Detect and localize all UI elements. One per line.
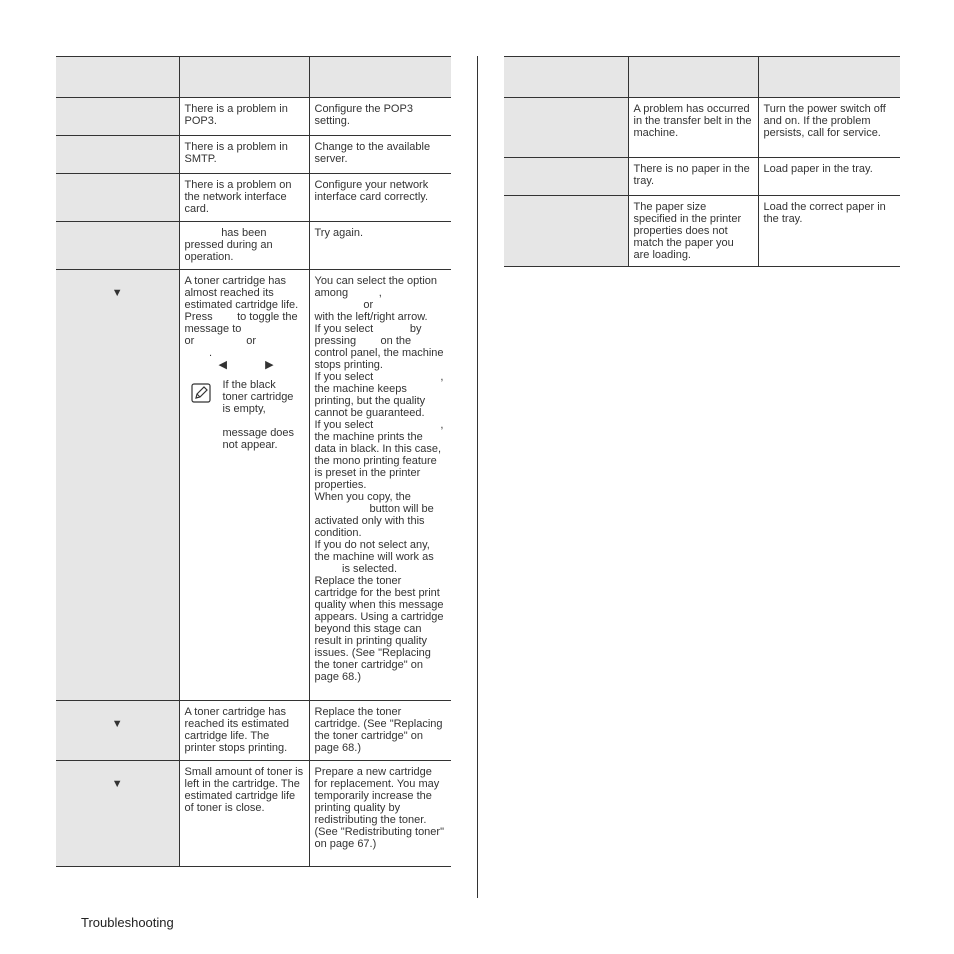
message-cell: [56, 98, 179, 136]
footer-section-title: Troubleshooting: [81, 915, 174, 930]
column-divider: [477, 56, 478, 898]
meaning-cell: There is a problem on the network interface card.: [179, 174, 309, 222]
meaning-cell: has been pressed during an operation.: [179, 222, 309, 270]
solution-cell: Configure your network interface card correctly.: [309, 174, 451, 222]
header-cell-meaning: [179, 57, 309, 98]
message-cell: [56, 136, 179, 174]
meaning-cell: A problem has occurred in the transfer belt in the machine.: [628, 98, 758, 158]
message-cell: [56, 761, 179, 867]
arrow-key-glyphs: [185, 359, 304, 371]
right-arrow-icon: ▶: [265, 359, 274, 371]
table-header-row: [504, 57, 900, 98]
solution-cell: Replace the toner cartridge. (See "Replacing the toner cartridge" on page 68.): [309, 701, 451, 761]
header-cell-message: [504, 57, 628, 98]
meaning-cell: The paper size specified in the printer properties does not match the paper you are loading.: [628, 196, 758, 267]
message-cell: [56, 174, 179, 222]
message-cell: [504, 158, 628, 196]
error-message-table-left: [56, 56, 451, 867]
table-row: [56, 222, 451, 270]
note-text: If the black toner cartridge is empty, message does not appear.: [222, 379, 295, 451]
solution-cell: Load paper in the tray.: [758, 158, 900, 196]
message-cell: [56, 222, 179, 270]
header-cell-solution: [309, 57, 451, 98]
meaning-cell: A toner cartridge has reached its estimated cartridge life. The printer stops printing.: [179, 701, 309, 761]
solution-cell: Configure the POP3 setting.: [309, 98, 451, 136]
table-row: [56, 174, 451, 222]
error-message-table-right: [504, 56, 900, 267]
meaning-cell: There is a problem in SMTP.: [179, 136, 309, 174]
table-row: [504, 98, 900, 158]
header-cell-message: [56, 57, 179, 98]
message-cell: [56, 270, 179, 701]
header-cell-solution: [758, 57, 900, 98]
note-pencil-icon: [191, 383, 211, 403]
table-row: [56, 761, 451, 867]
message-cell: [56, 701, 179, 761]
down-arrow-icon: ▼: [111, 718, 123, 730]
table-row: [504, 158, 900, 196]
solution-cell: You can select the option among , or with the left/right arrow. If you select by pressing on the control panel, the machine stops printing. If you select , the machine keeps printing, but the quality cannot be guaranteed. If you select , the machine prints the data in black. In this case, the mono printing feature is preset in the printer properties. When you copy, the button will be activated only with this condition. If you do not select any, the machine will work as is selected. Replace the toner cartridge for the best print quality when this message appears. Using a cartridge beyond this stage can result in printing quality issues. (See "Replacing the toner cartridge" on page 68.): [309, 270, 451, 701]
message-cell: [504, 98, 628, 158]
down-arrow-icon: ▼: [111, 778, 123, 790]
table-row: [504, 196, 900, 267]
solution-cell: Prepare a new cartridge for replacement. You may temporarily increase the printing quality by redistributing the toner. (See "Redistributing toner" on page 67.): [309, 761, 451, 867]
table-header-row: [56, 57, 451, 98]
left-arrow-icon: ◀: [218, 359, 227, 371]
meaning-cell: Small amount of toner is left in the cartridge. The estimated cartridge life of toner is close.: [179, 761, 309, 867]
table-row: [56, 136, 451, 174]
table-row: [56, 98, 451, 136]
table-row: [56, 701, 451, 761]
note: [185, 379, 304, 451]
solution-cell: Load the correct paper in the tray.: [758, 196, 900, 267]
meaning-cell: There is no paper in the tray.: [628, 158, 758, 196]
solution-cell: Try again.: [309, 222, 451, 270]
meaning-cell: There is a problem in POP3.: [179, 98, 309, 136]
solution-cell: Turn the power switch off and on. If the problem persists, call for service.: [758, 98, 900, 158]
meaning-cell: [179, 270, 309, 701]
solution-cell: Change to the available server.: [309, 136, 451, 174]
meaning-text: A toner cartridge has almost reached its estimated cartridge life. Press to toggle the message to or or .: [184, 275, 299, 359]
down-arrow-icon: ▼: [111, 287, 123, 299]
header-cell-meaning: [628, 57, 758, 98]
table-row: [56, 270, 451, 701]
message-cell: [504, 196, 628, 267]
